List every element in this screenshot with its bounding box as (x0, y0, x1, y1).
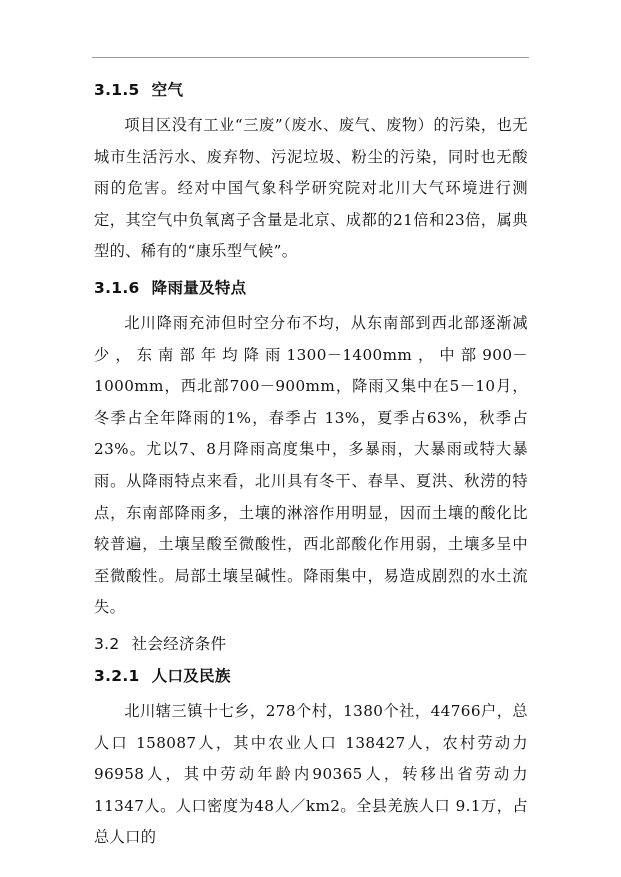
section-title: 社会经济条件 (131, 634, 227, 653)
section-title: 空气 (151, 81, 184, 99)
section-number: 3.1.5 (94, 81, 140, 99)
section-title: 人口及民族 (151, 666, 231, 685)
section-heading-rainfall (94, 276, 528, 300)
section-title: 降雨量及特点 (151, 278, 247, 297)
section-number: 3.2 (94, 634, 120, 653)
paragraph-population: 北川辖三镇十七乡，278个村，1380个社，44766户，总人口 158087人，其中农业人口 138427人，农村劳动力 96958人，其中劳动年龄内90365人，转移出省劳动力 11347人。人口密度为48人／km2。全县羌族人口 9.1万，占总人口的 (94, 701, 528, 847)
document-page (94, 78, 528, 858)
section-heading-population (94, 664, 528, 688)
section-heading-socioeconomic (94, 632, 528, 656)
paragraph-rainfall: 北川降雨充沛但时空分布不均，从东南部到西北部逐渐减少，东南部年均降雨1300－1400mm，中部900－1000mm，西北部700－900mm，降雨又集中在5－10月，冬季占全年降雨的1%，春季占 13%，夏季占63%，秋季占23%。尤以7、8月降雨高度集中，多暴雨，大暴雨或特大暴雨。从降雨特点来看，北川具有冬干、春旱、夏洪、秋涝的特点，东南部降雨多，土壤的淋溶作用明显，因而土壤的酸化比较普遍，土壤呈酸至微酸性，西北部酸化作用弱，土壤多呈中至微酸性。局部土壤呈碱性。降雨集中，易造成剧烈的水土流失。 (94, 313, 528, 617)
section-number: 3.1.6 (94, 278, 140, 297)
section-heading-air (94, 78, 528, 102)
section-number: 3.2.1 (94, 666, 140, 685)
header-rule (92, 57, 529, 58)
paragraph-air: 项目区没有工业“三废”（废水、废气、废物）的污染，也无城市生活污水、废弃物、污泥垃圾、粉尘的污染，同时也无酸雨的危害。经对中国气象科学研究院对北川大气环境进行测定，其空气中负氧离子含量是北京、成都的21倍和23倍，属典型的、稀有的“康乐型气候”。 (94, 116, 528, 261)
